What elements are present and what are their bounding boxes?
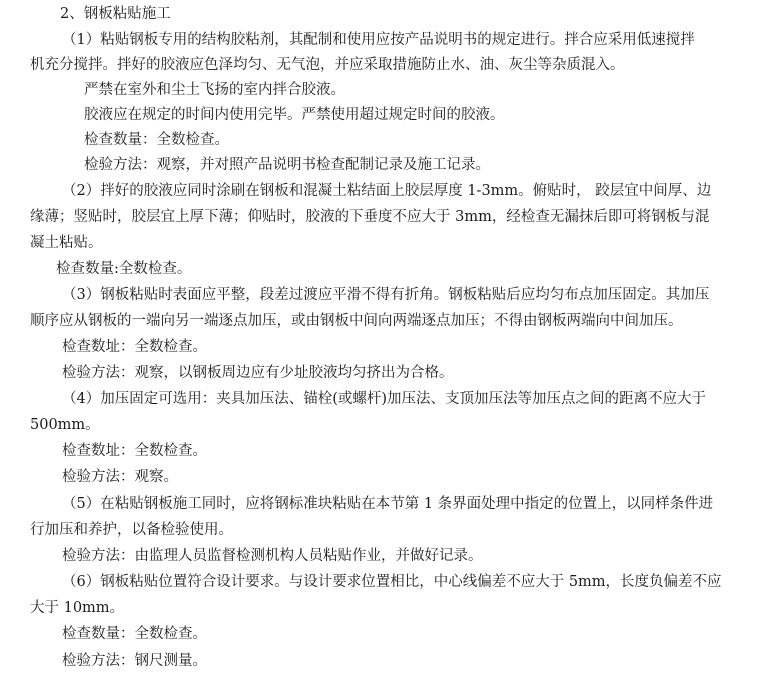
- paragraph-line: 行加压和养护，以备检验使用。: [30, 522, 233, 538]
- paragraph-line: （2）拌好的胶液应同时涂刷在钢板和混凝土粘结面上胶层厚度 1-3mm。俯贴时， 跤层宜中间厚、边: [62, 183, 712, 199]
- paragraph-line: （1）粘贴钢板专用的结构胶粘剂，其配制和使用应按产品说明书的规定进行。拌合应采用低速搅拌: [62, 32, 695, 48]
- paragraph-line: 大于 10mm。: [30, 600, 125, 616]
- inspection-method: 检验方法：观察，以钢板周边应有少址胶液均匀挤出为合格。: [62, 365, 454, 381]
- inspection-method: 检验方法：观察。: [62, 469, 178, 485]
- paragraph-line: （3）钢板粘贴时表面应平整，段差过渡应平滑不得有折角。钢板粘贴后应均匀布点加压固定。其加压: [62, 287, 710, 303]
- check-quantity: 检查数量:全数检查。: [56, 261, 192, 277]
- check-quantity: 检查数址：全数检查。: [62, 339, 207, 355]
- inspection-method: 检验方法：钢尺测量。: [62, 653, 207, 669]
- paragraph-line: 500mm。: [30, 417, 100, 433]
- inspection-method: 检验方法：观察，并对照产品说明书检查配制记录及施工记录。: [84, 157, 490, 173]
- section-heading: 2、钢板粘贴施工: [60, 6, 171, 22]
- paragraph-line: （4）加压固定可选用：夹具加压法、锚栓(或螺杆)加压法、支顶加压法等加压点之间的距离不应大于: [62, 391, 707, 407]
- paragraph-line: 缘薄；竖贴时，胶层宜上厚下薄；仰贴时，胶液的下垂度不应大于 3mm，经检查无漏抹后即可将钢板与混: [30, 209, 710, 225]
- paragraph-line: 顺序应从钢板的一端向另一端逐点加压，或由钢板中间向两端逐点加压；不得由钢板两端向中间加压。: [30, 313, 683, 329]
- paragraph-line: 机充分搅拌。拌好的胶液应色泽均匀、无气泡，并应采取措施防止水、油、灰尘等杂质混入。: [30, 57, 625, 73]
- check-quantity: 检查数址：全数检查。: [62, 443, 207, 459]
- paragraph-line: 严禁在室外和尘土飞扬的室内拌合胶液。: [84, 82, 345, 98]
- paragraph-line: 胶液应在规定的时间内使用完毕。严禁使用超过规定时间的胶液。: [84, 107, 505, 123]
- inspection-method: 检验方法：由监理人员监督检测机构人员粘贴作业，并做好记录。: [62, 548, 483, 564]
- check-quantity: 检查数量：全数检查。: [62, 626, 207, 642]
- paragraph-line: （6）钢板粘贴位置符合设计要求。与设计要求位置相比，中心线偏差不应大于 5mm，长度负偏差不应: [62, 574, 722, 590]
- paragraph-line: （5）在粘贴钢板施工同时，应将钢标准块粘贴在本节第 1 条界面处理中指定的位置上，以同样条件进: [62, 496, 714, 512]
- paragraph-line: 凝土粘贴。: [30, 235, 103, 251]
- check-quantity: 检查数量：全数检查。: [84, 132, 229, 148]
